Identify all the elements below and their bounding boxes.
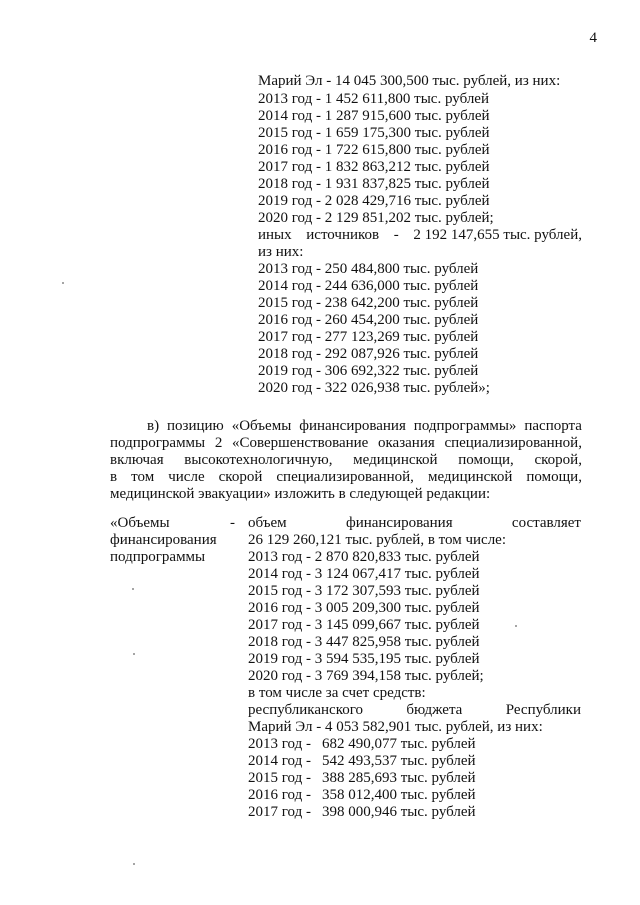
paragraph-line xyxy=(110,486,582,503)
paragraph-line xyxy=(110,469,582,486)
paragraph-word: специализированной, xyxy=(444,435,582,451)
paragraph-word: в xyxy=(110,469,118,485)
table-republic-total: Марий Эл - 4 053 582,901 тыс. рублей, из них: xyxy=(248,719,543,735)
republic-amount-2013: 682 490,077 тыс. рублей xyxy=(322,736,476,752)
republic-year-2015: 2015 год - xyxy=(248,770,311,786)
other-year-2018: 2018 год - 292 087,926 тыс. рублей xyxy=(258,346,479,362)
page-number: 4 xyxy=(589,30,597,46)
other-word: 2 192 147,655 тыс. рублей, xyxy=(413,227,582,243)
paragraph-line xyxy=(110,435,582,452)
scan-speck xyxy=(133,863,135,865)
republic-amount-2014: 542 493,537 тыс. рублей xyxy=(322,753,476,769)
other-word: источников xyxy=(306,227,380,243)
table-total: 26 129 260,121 тыс. рублей, в том числе: xyxy=(248,532,507,548)
other-year-2016: 2016 год - 260 454,200 тыс. рублей xyxy=(258,312,479,328)
table-left-label-1: «Объемы xyxy=(110,515,170,531)
instruction-paragraph xyxy=(110,418,582,503)
republic-word: республиканского xyxy=(248,702,363,718)
republic-year-2013: 2013 год - xyxy=(248,736,311,752)
republic-word: бюджета xyxy=(406,702,463,718)
paragraph-word: «Объемы xyxy=(231,418,292,434)
paragraph-word: специализированной, xyxy=(276,469,414,485)
volume-word: объем xyxy=(248,515,287,531)
other-word: - xyxy=(393,227,399,243)
block1-year-2019: 2019 год - 2 028 429,716 тыс. рублей xyxy=(258,193,490,209)
paragraph-word: оказания xyxy=(378,435,435,451)
paragraph-word: подпрограммы xyxy=(110,435,206,451)
republic-amount-2017: 398 000,946 тыс. рублей xyxy=(322,804,476,820)
block1-year-2013: 2013 год - 1 452 611,800 тыс. рублей xyxy=(258,91,489,107)
republic-year-2017: 2017 год - xyxy=(248,804,311,820)
other-year-2020: 2020 год - 322 026,938 тыс. рублей»; xyxy=(258,380,490,396)
table-year-2020: 2020 год - 3 769 394,158 тыс. рублей; xyxy=(248,668,484,684)
block1-year-2016: 2016 год - 1 722 615,800 тыс. рублей xyxy=(258,142,490,158)
other-year-2019: 2019 год - 306 692,322 тыс. рублей xyxy=(258,363,479,379)
republic-word: Республики xyxy=(505,702,581,718)
block1-year-2015: 2015 год - 1 659 175,300 тыс. рублей xyxy=(258,125,490,141)
scan-speck xyxy=(62,282,64,284)
republic-amount-2015: 388 285,693 тыс. рублей xyxy=(322,770,476,786)
paragraph-line xyxy=(110,452,582,469)
paragraph-word: высокотехнологичную, xyxy=(184,452,333,468)
other-sources-line xyxy=(258,227,582,244)
other-year-2013: 2013 год - 250 484,800 тыс. рублей xyxy=(258,261,479,277)
paragraph-word: финансирования xyxy=(299,418,406,434)
volume-word: составляет xyxy=(511,515,581,531)
table-republic-line xyxy=(248,702,581,719)
table-volume-line xyxy=(248,515,581,532)
table-sources-intro: в том числе за счет средств: xyxy=(248,685,426,701)
other-year-2017: 2017 год - 277 123,269 тыс. рублей xyxy=(258,329,479,345)
block1-year-2020: 2020 год - 2 129 851,202 тыс. рублей; xyxy=(258,210,494,226)
paragraph-word: помощи, xyxy=(458,452,514,468)
paragraph-word: медицинской xyxy=(353,452,438,468)
block1-year-2014: 2014 год - 1 287 915,600 тыс. рублей xyxy=(258,108,490,124)
paragraph-word: медицинской xyxy=(427,469,513,485)
other-sources-tail: из них: xyxy=(258,244,304,260)
republic-amount-2016: 358 012,400 тыс. рублей xyxy=(322,787,476,803)
paragraph-word: 2 xyxy=(214,435,223,451)
paragraph-word: том xyxy=(131,469,155,485)
block1-year-2018: 2018 год - 1 931 837,825 тыс. рублей xyxy=(258,176,490,192)
table-year-2013: 2013 год - 2 870 820,833 тыс. рублей xyxy=(248,549,480,565)
block1-intro: Марий Эл - 14 045 300,500 тыс. рублей, из них: xyxy=(258,73,561,89)
paragraph-word: в) xyxy=(147,418,160,434)
table-year-2016: 2016 год - 3 005 209,300 тыс. рублей xyxy=(248,600,480,616)
scan-speck xyxy=(133,653,135,655)
table-year-2015: 2015 год - 3 172 307,593 тыс. рублей xyxy=(248,583,480,599)
table-year-2014: 2014 год - 3 124 067,417 тыс. рублей xyxy=(248,566,480,582)
other-year-2014: 2014 год - 244 636,000 тыс. рублей xyxy=(258,278,479,294)
paragraph-word: скорой, xyxy=(534,452,582,468)
paragraph-word: паспорта xyxy=(524,418,582,434)
table-left-label-3: подпрограммы xyxy=(110,549,206,565)
republic-year-2016: 2016 год - xyxy=(248,787,311,803)
republic-year-2014: 2014 год - xyxy=(248,753,311,769)
paragraph-word: помощи, xyxy=(526,469,582,485)
block1-year-2017: 2017 год - 1 832 863,212 тыс. рублей xyxy=(258,159,490,175)
table-year-2017: 2017 год - 3 145 099,667 тыс. рублей xyxy=(248,617,480,633)
volume-word: финансирования xyxy=(345,515,453,531)
paragraph-line xyxy=(110,418,582,435)
scan-speck xyxy=(132,588,134,590)
paragraph-word: числе xyxy=(168,469,205,485)
paragraph-word: включая xyxy=(110,452,164,468)
paragraph-word: медицинской эвакуации» изложить в следующей редакции: xyxy=(110,486,491,502)
paragraph-word: позицию xyxy=(167,418,224,434)
paragraph-word: скорой xyxy=(218,469,263,485)
paragraph-word: «Совершенствование xyxy=(231,435,369,451)
table-dash: - xyxy=(230,515,235,531)
table-year-2019: 2019 год - 3 594 535,195 тыс. рублей xyxy=(248,651,480,667)
other-year-2015: 2015 год - 238 642,200 тыс. рублей xyxy=(258,295,479,311)
table-left-label-2: финансирования xyxy=(110,532,217,548)
paragraph-word: подпрограммы» xyxy=(413,418,517,434)
scan-speck xyxy=(515,625,517,627)
other-word: иных xyxy=(258,227,292,243)
table-year-2018: 2018 год - 3 447 825,958 тыс. рублей xyxy=(248,634,480,650)
